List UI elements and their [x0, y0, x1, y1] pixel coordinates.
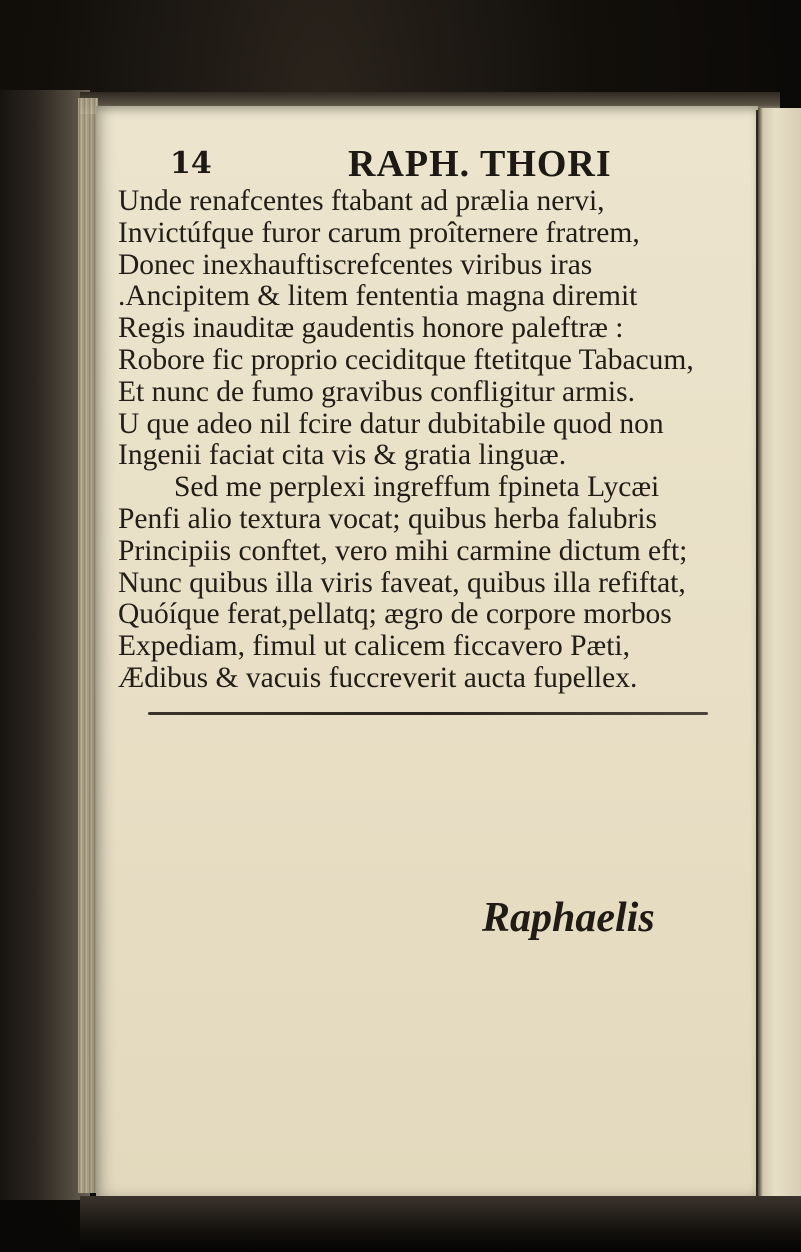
poem-text	[118, 186, 758, 695]
page-number: 14	[170, 146, 212, 181]
horizontal-rule	[148, 712, 708, 715]
poem-line: Principiis conftet, vero mihi carmine dictum eft;	[118, 534, 688, 567]
poem-line: Ingenii faciat cita vis & gratia linguæ.	[118, 439, 567, 472]
poem-line: Donec inexhauftiscrefcentes viribus iras	[118, 248, 593, 281]
catchword: Raphaelis	[482, 895, 655, 941]
book-edge-left	[0, 90, 90, 1200]
facing-page-fragment	[758, 108, 801, 1208]
book-bottom-edge	[80, 1196, 801, 1252]
poem-line: Robore fic proprio ceciditque ftetitque Tabacum,	[118, 343, 694, 376]
poem-line: Et nunc de fumo gravibus confligitur armis.	[118, 375, 635, 408]
page-stack-edges	[78, 98, 98, 1193]
running-title: RAPH. THORI	[348, 143, 612, 185]
page-header	[170, 142, 640, 190]
poem-line: .Ancipitem & litem fententia magna diremit	[118, 280, 638, 313]
poem-line: Quóíque ferat,pellatq; ægro de corpore morbos	[118, 598, 672, 631]
poem-line: Unde renafcentes ftabant ad prælia nervi,	[118, 185, 605, 217]
poem-line: U que adeo nil fcire datur dubitabile quod non	[118, 407, 664, 440]
poem-line: Invictúfque furor carum proîternere fratrem,	[118, 216, 640, 249]
poem-line: Nunc quibus illa viris faveat, quibus illa refiftat,	[118, 566, 686, 599]
poem-line: Regis inauditæ gaudentis honore paleftræ :	[118, 312, 624, 345]
poem-line: Expediam, fimul ut calicem ficcavero Pæti,	[118, 630, 630, 663]
poem-line: Sed me perplexi ingreffum fpineta Lycæi	[174, 471, 660, 504]
poem-line: Ædibus & vacuis fuccreverit aucta fupellex.	[118, 661, 638, 694]
poem-line: Penfi alio textura vocat; quibus herba falubris	[118, 502, 658, 535]
